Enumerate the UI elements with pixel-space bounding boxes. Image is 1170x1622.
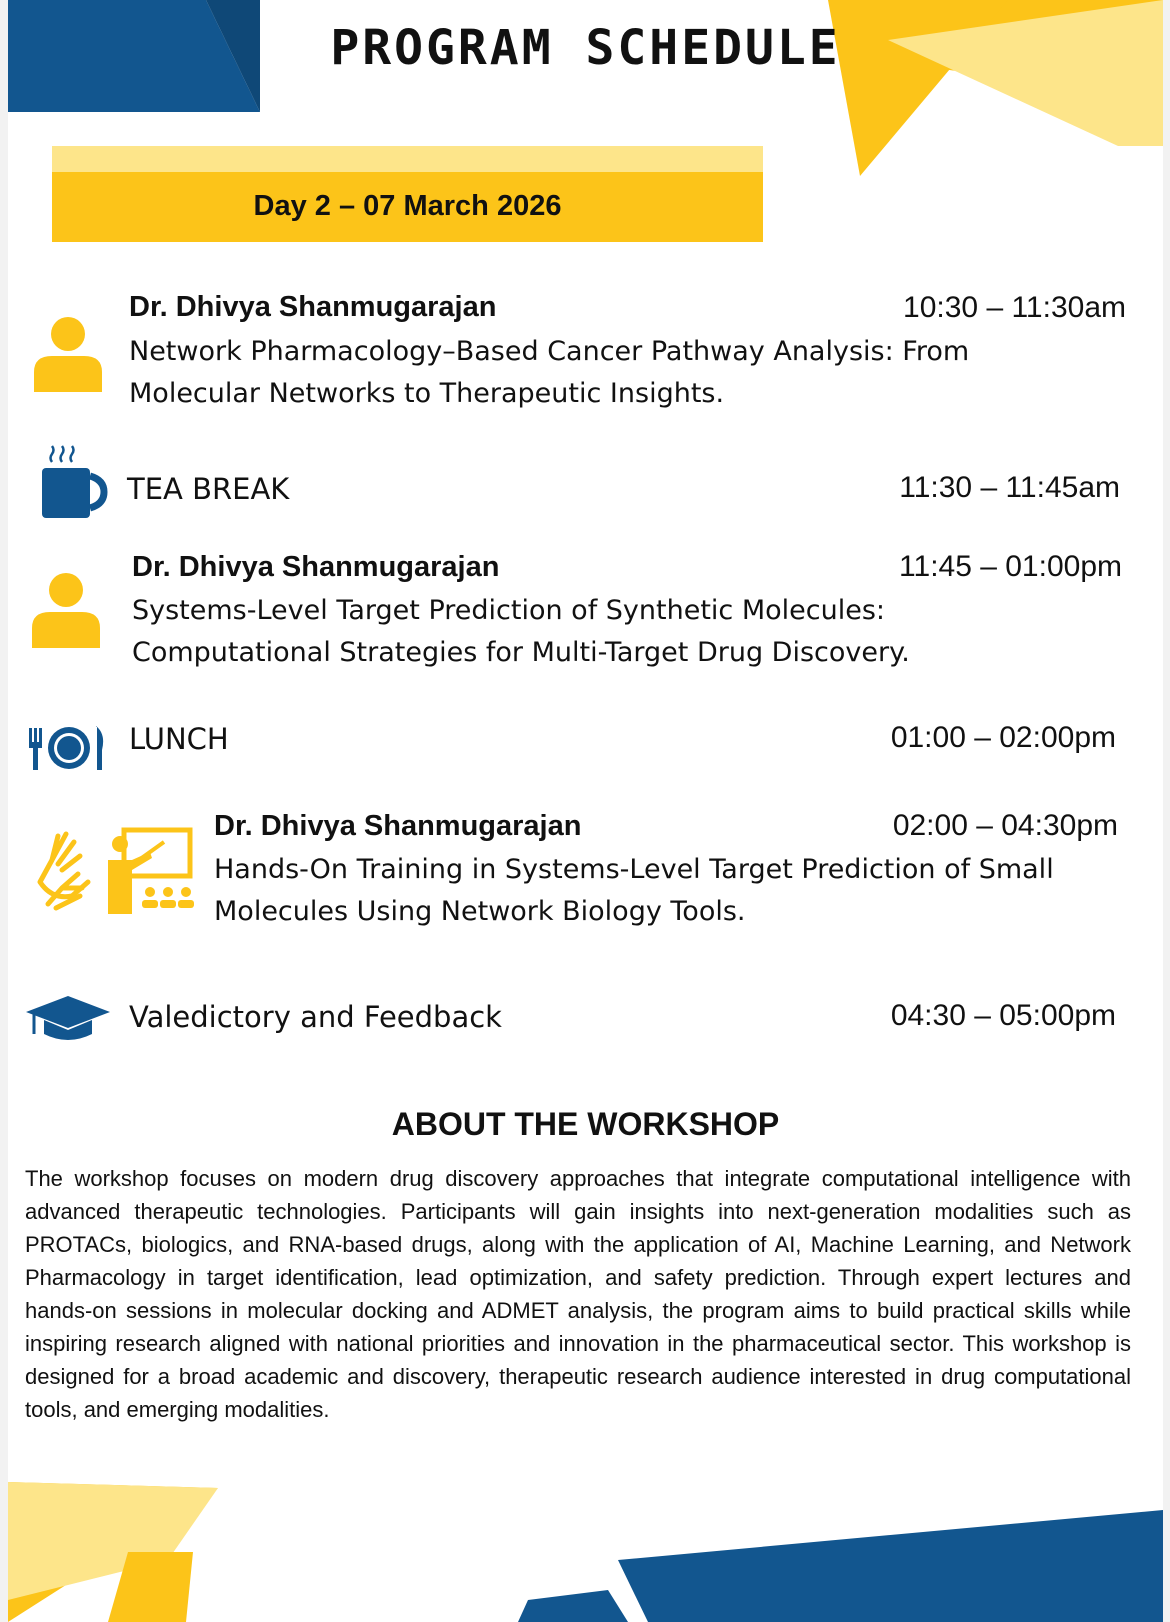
session-topic [129, 331, 969, 415]
lunch-label: LUNCH [129, 722, 229, 756]
day-banner [52, 146, 763, 242]
hands-on-training-icon [32, 822, 202, 914]
topic-line: Network Pharmacology–Based Cancer Pathway Analysis: From [129, 336, 970, 367]
coffee-cup-icon [42, 442, 108, 518]
speaker-name: Dr. Dhivya Shanmugarajan [129, 291, 497, 323]
session-time: 11:45 – 01:00pm [899, 550, 1122, 583]
topic-line: Systems-Level Target Prediction of Synthetic Molecules: [132, 595, 885, 626]
person-icon [32, 314, 104, 392]
schedule-page [8, 0, 1163, 1622]
session-topic [214, 849, 1054, 933]
graduation-cap-icon [26, 994, 110, 1042]
banner-light-strip [52, 146, 763, 172]
tea-break-label: TEA BREAK [127, 472, 290, 506]
speaker-name: Dr. Dhivya Shanmugarajan [214, 810, 582, 842]
session-time: 04:30 – 05:00pm [890, 999, 1116, 1032]
topic-line: Computational Strategies for Multi-Target Drug Discovery. [132, 637, 910, 668]
about-paragraph: The workshop focuses on modern drug discovery approaches that integrate computational intelligence with advanced therapeutic technologies. Participants will gain insights into next-generation modalities such as PROTACs, biologics, and RNA-based drugs, along with the application of AI, Machine Learning, and Network Pharmacology in target identification, lead optimization, and safety prediction. Through expert lectures and hands-on sessions in molecular docking and ADMET analysis, the program aims to build practical skills while inspiring research aligned with national priorities and innovation in the pharmaceutical sector. This workshop is designed for a broad academic and discovery, therapeutic research audience interested in drug computational tools, and emerging modalities. [25, 1166, 1131, 1422]
session-topic [132, 590, 910, 674]
valedictory-label: Valedictory and Feedback [129, 1000, 502, 1034]
person-icon [30, 570, 102, 648]
topic-line: Molecules Using Network Biology Tools. [214, 896, 746, 927]
topic-line: Hands-On Training in Systems-Level Target Prediction of Small [214, 854, 1054, 885]
about-heading: ABOUT THE WORKSHOP [391, 1106, 780, 1142]
day-label: Day 2 – 07 March 2026 [253, 190, 562, 222]
session-time: 11:30 – 11:45am [899, 471, 1120, 504]
speaker-name: Dr. Dhivya Shanmugarajan [132, 551, 500, 583]
topic-line: Molecular Networks to Therapeutic Insights. [129, 378, 725, 409]
session-time: 10:30 – 11:30am [903, 291, 1126, 324]
session-time: 01:00 – 02:00pm [890, 721, 1116, 754]
plate-fork-knife-icon [28, 724, 108, 772]
session-time: 02:00 – 04:30pm [892, 809, 1118, 842]
page-title: PROGRAM SCHEDULE [330, 20, 841, 76]
